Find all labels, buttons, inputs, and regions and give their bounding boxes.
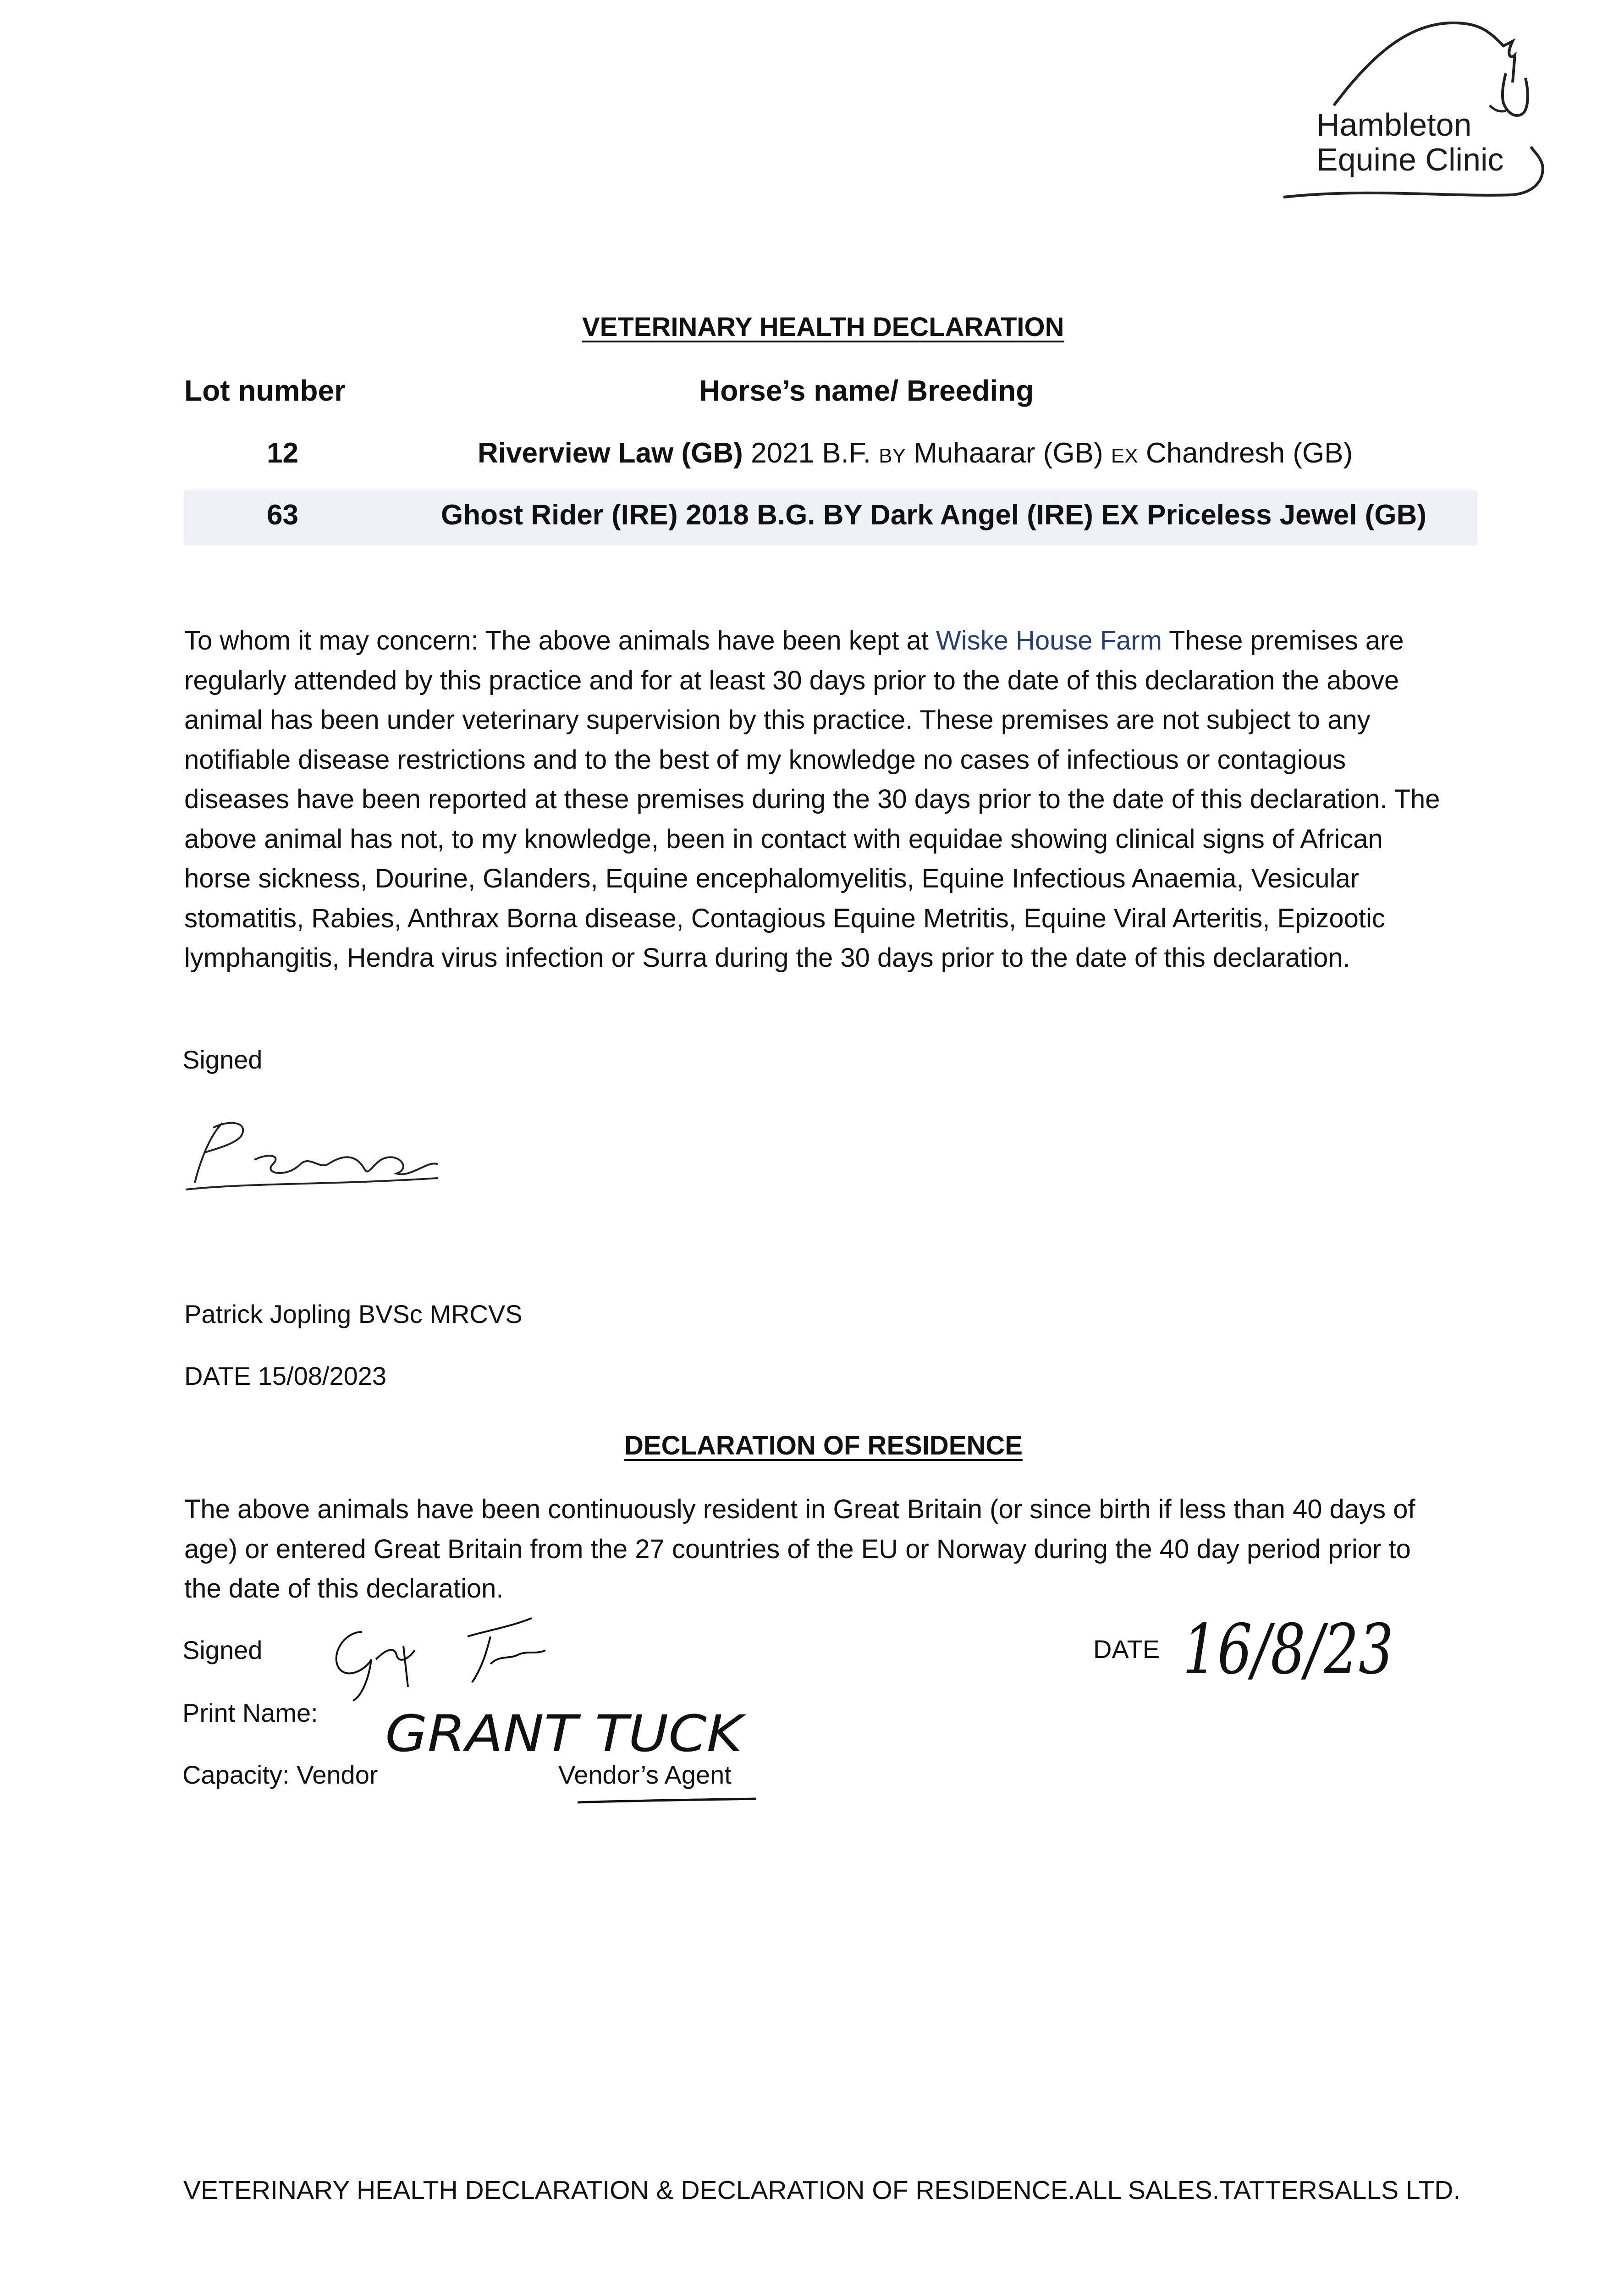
lot-number: 12 bbox=[267, 437, 298, 469]
table-row bbox=[184, 429, 1477, 484]
logo-text-line2: Equine Clinic bbox=[1316, 142, 1504, 177]
horse-breeding bbox=[441, 499, 1440, 531]
horse-name: Ghost Rider (IRE) bbox=[441, 499, 678, 531]
sire: Dark Angel (IRE) bbox=[870, 499, 1093, 531]
lot-number: 63 bbox=[267, 499, 298, 531]
health-declaration-title: VETERINARY HEALTH DECLARATION bbox=[582, 312, 1064, 342]
printed-name-text: GRANT TUCK bbox=[385, 1704, 747, 1763]
capacity-label: Capacity: Vendor bbox=[182, 1760, 378, 1789]
declaration-text-start: To whom it may concern: The above animals have been kept at bbox=[184, 626, 929, 656]
vet-signed-label: Signed bbox=[182, 1045, 263, 1074]
residence-declaration-title: DECLARATION OF RESIDENCE bbox=[624, 1431, 1023, 1460]
by-label: BY bbox=[823, 499, 862, 531]
vet-date: DATE 15/08/2023 bbox=[184, 1361, 387, 1390]
year-sex: 2018 B.G. bbox=[685, 499, 815, 531]
premises-name: Wiske House Farm bbox=[936, 626, 1162, 656]
handwritten-date bbox=[1183, 1604, 1398, 1701]
horse-name: Riverview Law (GB) bbox=[478, 437, 743, 469]
handwritten-date-text: 16/8/23 bbox=[1183, 1610, 1393, 1690]
capacity-option: Vendor’s Agent bbox=[558, 1760, 732, 1789]
table-row bbox=[184, 490, 1477, 545]
ex-label: EX bbox=[1111, 445, 1138, 467]
dam: Priceless Jewel (GB) bbox=[1147, 499, 1427, 531]
ex-label: EX bbox=[1101, 499, 1139, 531]
declaration-text-rest: These premises are regularly attended by this practice and for at least 30 days prior to the date of this declaration the above animal has been under veterinary supervision by this practice. These premises are not subject to any notifiable disease restrictions and to the best of my knowledge no cases of infectious or contagious diseases have been reported at these premises during the 30 days prior to the date of this declaration. The above animal has not, to my knowledge, been in contact with equidae showing clinical signs of African horse sickness, Dourine, Glanders, Equine encephalomyelitis, Equine Infectious Anaemia, Vesicular stomatitis, Rabies, Anthrax Borna disease, Contagious Equine Metritis, Equine Viral Arteritis, Epizootic lymphangitis, Hendra virus infection or Surra during the 30 days prior to the date of this declaration. bbox=[184, 626, 1440, 973]
residence-date-label: DATE bbox=[1093, 1635, 1160, 1664]
year-sex: 2021 B.F. bbox=[751, 437, 871, 469]
health-declaration-text bbox=[184, 621, 1449, 978]
capacity-underline bbox=[575, 1797, 759, 1806]
logo-text-line1: Hambleton bbox=[1316, 107, 1472, 143]
column-header-lot: Lot number bbox=[184, 374, 346, 407]
vendor-signed-label: Signed bbox=[182, 1636, 263, 1664]
vet-signature bbox=[181, 1109, 447, 1210]
by-label: BY bbox=[879, 445, 906, 467]
sire: Muhaarar (GB) bbox=[914, 437, 1103, 469]
dam: Chandresh (GB) bbox=[1145, 437, 1353, 469]
print-name-label: Print Name: bbox=[182, 1698, 318, 1727]
residence-declaration-text: The above animals have been continuously resident in Great Britain (or since birth if less than 40 days of age) or entered Great Britain from the 27 countries of the EU or Norway during the 40 day period prior to the date of this declaration. bbox=[184, 1494, 1415, 1603]
horse-breeding bbox=[478, 437, 1477, 469]
footer-text: VETERINARY HEALTH DECLARATION & DECLARATION OF RESIDENCE.ALL SALES.TATTERSALLS LTD. bbox=[183, 2176, 1461, 2205]
column-header-horse: Horse’s name/ Breeding bbox=[699, 374, 1034, 407]
vendor-signature bbox=[316, 1604, 573, 1705]
clinic-logo bbox=[1274, 14, 1568, 215]
vet-name: Patrick Jopling BVSc MRCVS bbox=[184, 1300, 523, 1328]
vendor-printed-name bbox=[385, 1696, 752, 1774]
